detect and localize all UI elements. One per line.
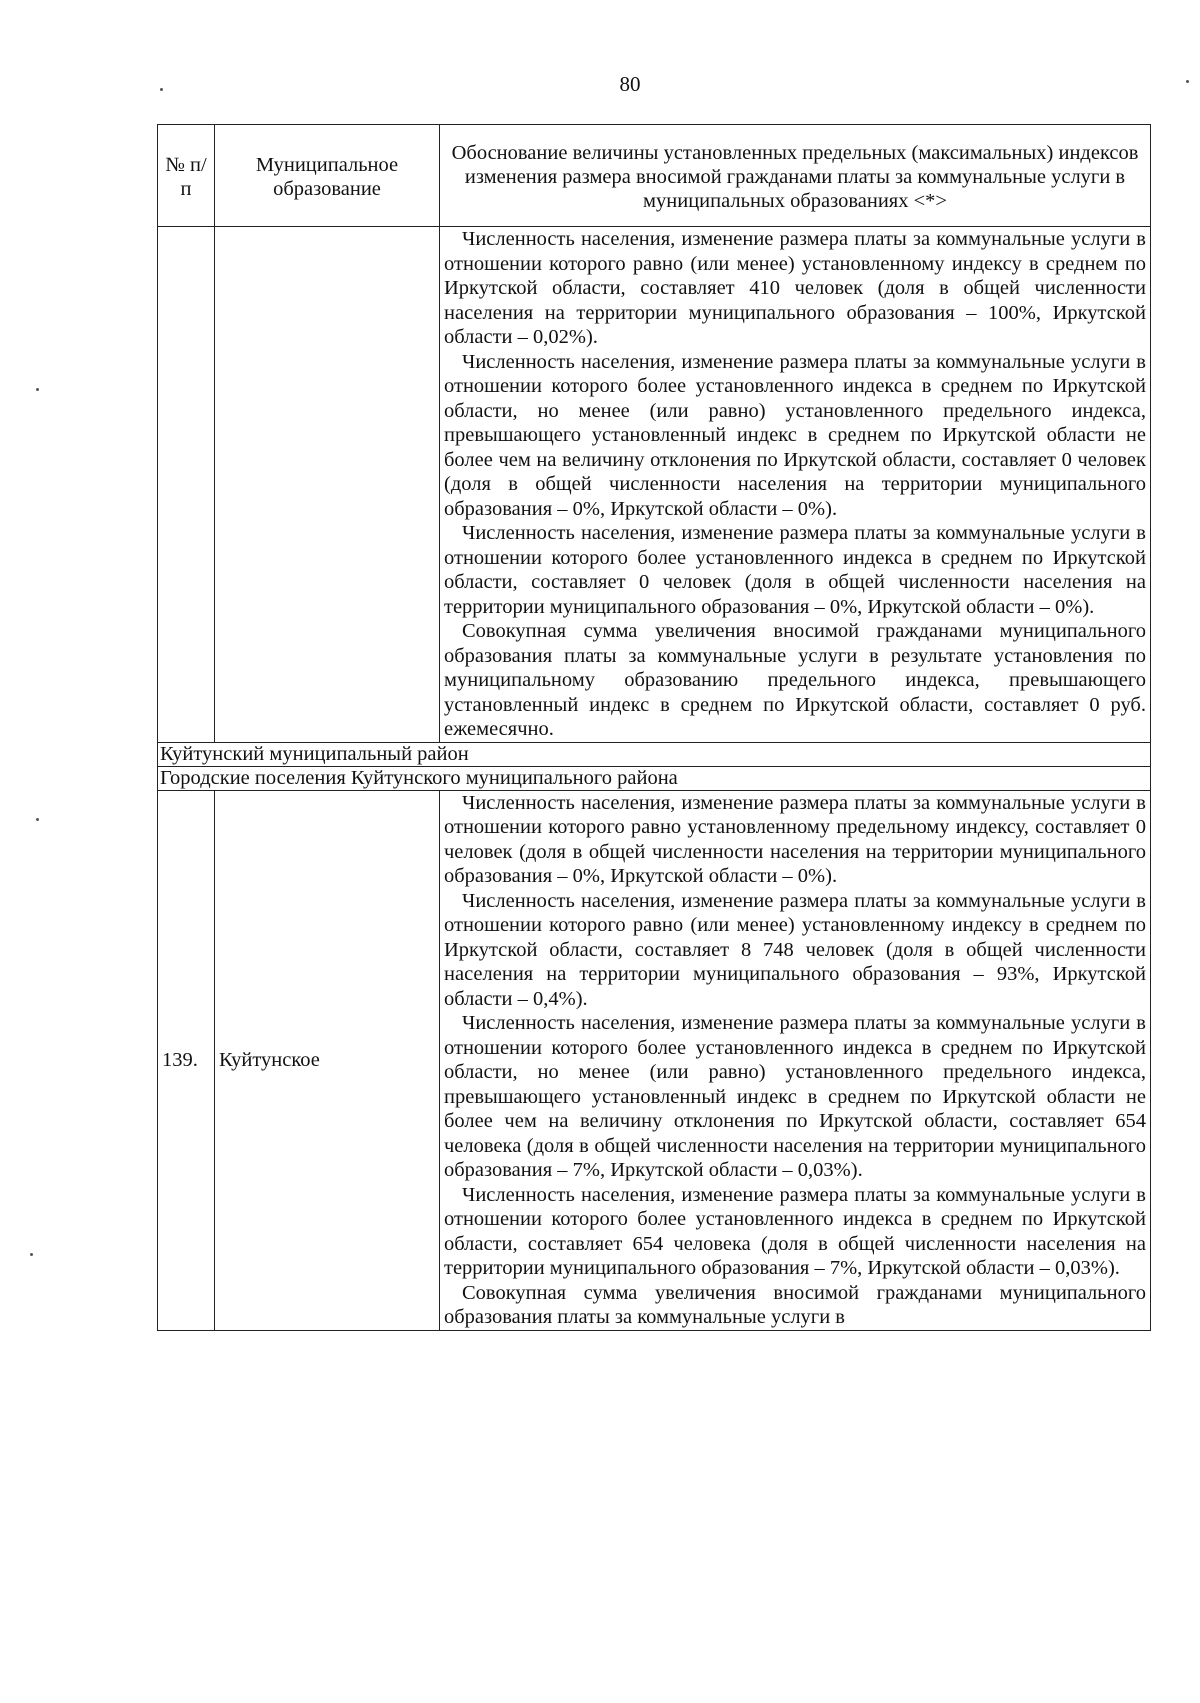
paragraph: Численность населения, изменение размера платы за коммунальные услуги в отношении которого более установленного индекса в среднем по Иркутской области, но менее (или равно) установленного предельного индекса, превышающего установленный индекс в среднем по Иркутской области не более чем на величину отклонения по Иркутской области, составляет 0 человек (доля в общей численности населения на территории муниципального образования – 0%, Иркутской области – 0%).	[444, 350, 1146, 520]
paragraph: Численность населения, изменение размера платы за коммунальные услуги в отношении которого более установленного индекса в среднем по Иркутской области, составляет 0 человек (доля в общей численности населения на территории муниципального образования – 0%, Иркутской области – 0%).	[444, 522, 1146, 618]
municipality-name: Куйтунское	[215, 790, 440, 1330]
paragraph: Численность населения, изменение размера платы за коммунальные услуги в отношении которого равно установленному предельному индексу, составляет 0 человек (доля в общей численности населения на территории муниципального образования – 0%, Иркутской области – 0%).	[444, 791, 1146, 887]
district-row	[158, 742, 1151, 766]
continued-justification-cell	[440, 227, 1151, 743]
paragraph: Совокупная сумма увеличения вносимой гражданами муниципального образования платы за коммунальные услуги в	[444, 1281, 1146, 1328]
paragraph: Совокупная сумма увеличения вносимой гражданами муниципального образования платы за коммунальные услуги в результате установления по муниципальному образованию предельного индекса, превышающего установленный индекс в среднем по Иркутской области, составляет 0 руб. ежемесячно.	[444, 620, 1146, 740]
header-justification: Обоснование величины установленных предельных (максимальных) индексов изменения размера вносимой гражданами платы за коммунальные услуги в муниципальных образованиях <*>	[440, 125, 1151, 227]
justification-table	[157, 124, 1151, 1331]
paragraph: Численность населения, изменение размера платы за коммунальные услуги в отношении которого более установленного индекса в среднем по Иркутской области, составляет 654 человека (доля в общей численности населения на территории муниципального образования – 7%, Иркутской области – 0,03%).	[444, 1183, 1146, 1279]
settlement-group-title: Городские поселения Куйтунского муниципального района	[158, 766, 1151, 790]
header-num: № п/п	[158, 125, 215, 227]
header-municipality: Муниципальное образование	[215, 125, 440, 227]
table-row-139	[158, 790, 1151, 1330]
continued-num-cell	[158, 227, 215, 743]
row-139-justification-cell	[440, 790, 1151, 1330]
settlement-group-row	[158, 766, 1151, 790]
continued-name-cell	[215, 227, 440, 743]
paragraph: Численность населения, изменение размера платы за коммунальные услуги в отношении которого равно (или менее) установленному индексу в среднем по Иркутской области, составляет 8 748 человек (доля в общей численности населения на территории муниципального образования – 93%, Иркутской области – 0,4%).	[444, 889, 1146, 1010]
table-header-row	[158, 125, 1151, 227]
page-number: 80	[619, 72, 641, 96]
table-row-continued	[158, 227, 1151, 743]
district-title: Куйтунский муниципальный район	[158, 742, 1151, 766]
row-number: 139.	[158, 790, 215, 1330]
paragraph: Численность населения, изменение размера платы за коммунальные услуги в отношении которого равно (или менее) установленному индексу в среднем по Иркутской области, составляет 410 человек (доля в общей численности населения на территории муниципального образования – 100%, Иркутской области – 0,02%).	[444, 228, 1146, 348]
paragraph: Численность населения, изменение размера платы за коммунальные услуги в отношении которого более установленного индекса в среднем по Иркутской области, но менее (или равно) установленного предельного индекса, превышающего установленный индекс в среднем по Иркутской области не более чем на величину отклонения по Иркутской области, составляет 654 человека (доля в общей численности населения на территории муниципального образования – 7%, Иркутской области – 0,03%).	[444, 1012, 1146, 1181]
